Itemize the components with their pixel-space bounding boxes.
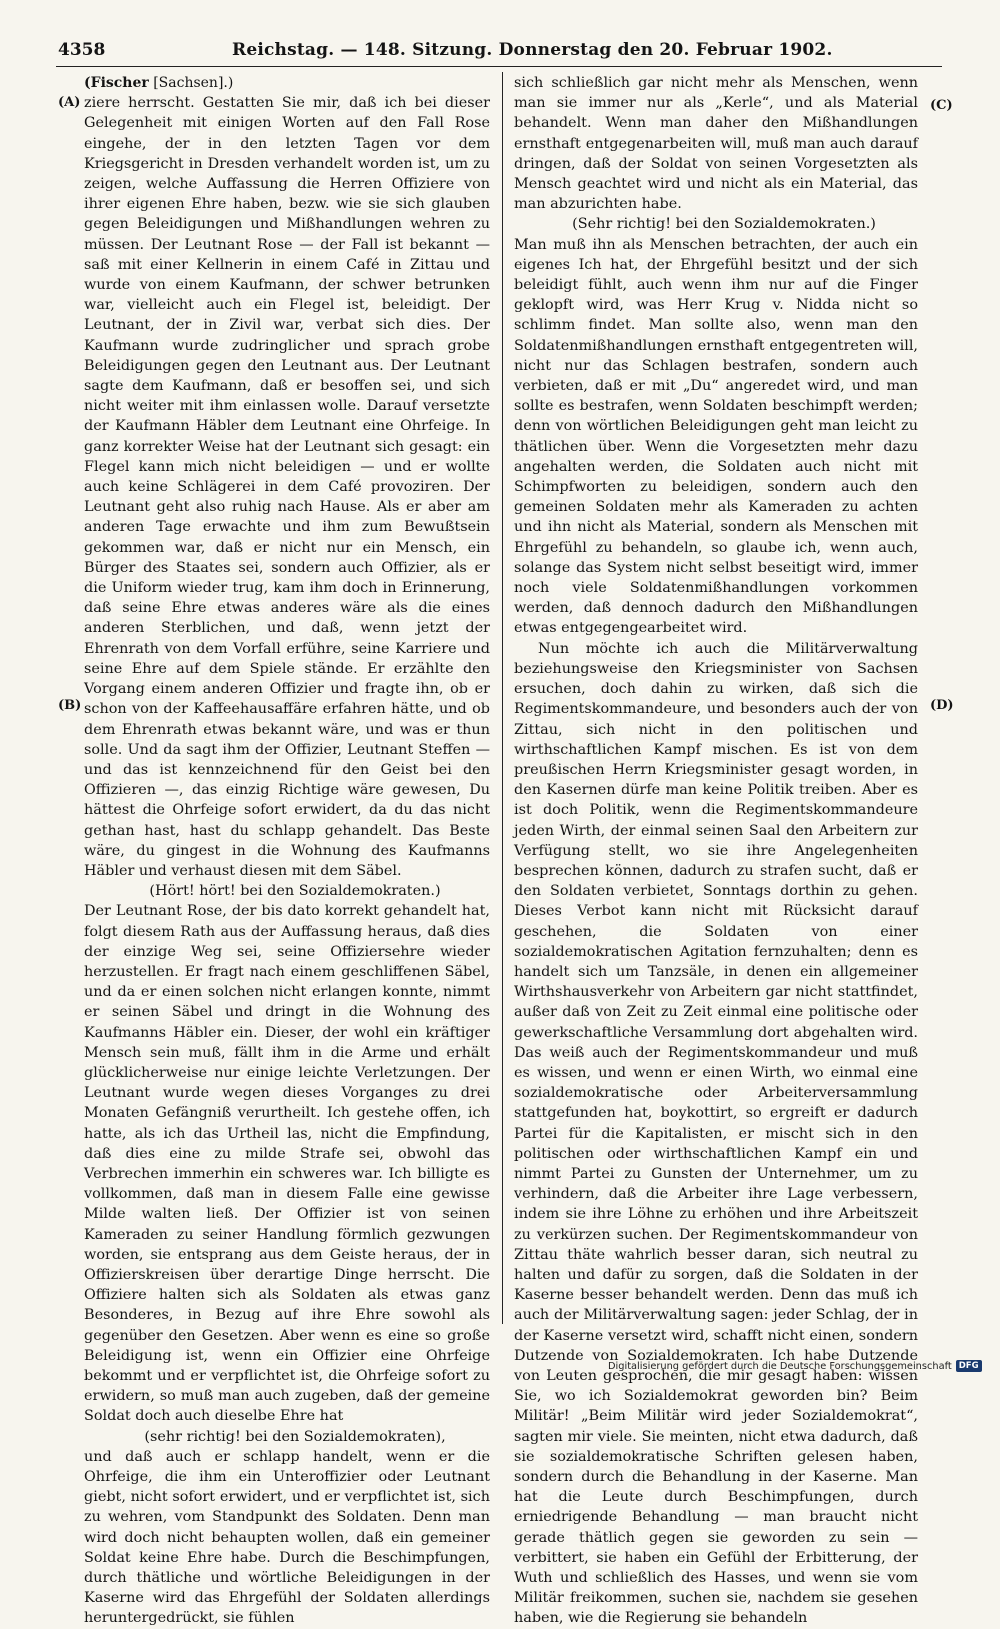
- right-interjection-1: (Sehr richtig! bei den Sozialdemokraten.): [572, 216, 876, 233]
- right-paragraph-3: Nun möchte ich auch die Militärverwaltung beziehungsweise den Kriegsminister von Sachsen ersuchen, doch dahin zu wirken, daß sich die Regimentskommandeure, und besonders auch der von Zittau, sich nicht in den politischen und wirthschaftlichen Kampf mischen. Es ist von dem preußischen Herrn Kriegsminister gesagt worden, in den Kasernen dürfe man keine Politik treiben. Aber es ist doch Politik, wenn die Regimentskommandeure jeden Wirth, der einmal seinen Saal den Arbeitern zur Verfügung stellt, wo sie ihre Angelegenheiten besprechen können, dadurch zu strafen sucht, daß er den Soldaten verbietet, Sonntags dorthin zu gehen. Dieses Verbot kann nicht mit Rücksicht darauf geschehen, die Soldaten von einer sozialdemokratischen Agitation fernzuhalten; denn es handelt sich um Tanzsäle, in denen ein allgemeiner Wirthshausverkehr von Arbeitern gar nicht stattfindet, außer daß von Zeit zu Zeit einmal eine politische oder gewerkschaftliche Versammlung dort abgehalten wird. Das weiß auch der Regimentskommandeur und muß es wissen, und wenn er einen Wirth, wo einmal eine sozialdemokratische oder Arbeiterversammlung stattgefunden hat, boykottirt, so ergreift er dadurch Partei für die Kapitalisten, er mischt sich in den politischen oder wirthschaftlichen Kampf ein und nimmt Partei zu Gunsten der Unternehmer, um zu verhindern, daß die Arbeiter ihre Lage verbessern, indem sie ihre Löhne zu erhöhen und ihre Arbeitszeit zu verkürzen suchen. Der Regimentskommandeur von Zittau thäte wahrlich besser daran, sich neutral zu halten und dafür zu sorgen, daß die Soldaten in der Kaserne besser behandelt werden. Denn das muß ich auch der Militärverwaltung sagen: jeder Schlag, der in der Kaserne versetzt wird, schafft nicht einen, sondern Dutzende von Sozialdemokraten. Ich habe Dutzende von Leuten gesprochen, die mir gesagt haben: wissen Sie, wo ich Sozialdemokrat geworden bin? Beim Militär! „Beim Militär wird jeder Sozialdemokrat“, sagten mir viele. Sie meinten, nicht etwa dadurch, daß sie sozialdemokratische Schriften gelesen haben, sondern durch die Behandlung in der Kaserne. Man hat die Leute durch Beschimpfungen, durch erniedrigende Behandlung — man braucht nicht gerade thätlich gegen sie geworden zu sein — verbittert, sie haben ein Gefühl der Erbitterung, der Wuth und schließlich des Hasses, und wenn sie vom Militär freikommen, suchen sie, nachdem sie gesehen haben, wie die Regierung sie behandeln: [514, 640, 918, 1627]
- left-interjection-2: (sehr richtig! bei den Sozialdemokraten),: [144, 1428, 446, 1445]
- margin-mark-a: (A): [58, 95, 81, 110]
- speaker-name: (Fischer: [84, 75, 149, 91]
- footer-text: Digitalisierung gefördert durch die Deutsche Forschungsgemeinschaft: [608, 1360, 952, 1372]
- left-paragraph-3: und daß auch er schlapp handelt, wenn er die Ohrfeige, die ihm ein Unteroffizier oder Leutnant giebt, nicht sofort erwidert, und er verpflichtet ist, sich zu wehren, vom Standpunkt des Soldaten. Denn man wird doch nicht behaupten wollen, daß ein gemeiner Soldat keine Ehre habe. Durch die Beschimpfungen, durch thätliche und wörtliche Beleidigungen in der Kaserne wird das Ehrgefühl der Soldaten allerdings heruntergedrückt, sie fühlen: [84, 1448, 490, 1627]
- page-number: 4358: [58, 40, 106, 60]
- header-rule: [56, 66, 942, 67]
- left-column: [84, 73, 490, 1629]
- left-paragraph-2: Der Leutnant Rose, der bis dato korrekt gehandelt hat, folgt diesem Rath aus der Auffassung heraus, daß dies der einzige Weg sei, seine Offiziersehre wieder herzustellen. Er fragt nach einem geschliffenen Säbel, und da er einen solchen nicht erlangen konnte, nimmt er seinen Säbel und dringt in die Wohnung des Kaufmanns Häbler ein. Dieser, der wohl ein kräftiger Mensch sein muß, fällt ihm in die Arme und erhält glücklicherweise nur einige leichte Verletzungen. Der Leutnant wurde wegen dieses Vorganges zu drei Monaten Gefängniß verurtheilt. Ich gestehe offen, ich hatte, als ich das Urtheil las, nicht die Empfindung, daß dies eine zu milde Strafe sei, obwohl das Verbrechen immerhin ein schweres war. Ich billigte es vollkommen, daß man in diesem Falle eine gewisse Milde walten ließ. Der Offizier ist von seinen Kameraden zu seiner Handlung förmlich gezwungen worden, sie entsprang aus dem Geiste heraus, der in Offizierskreisen über derartige Dinge herrscht. Die Offiziere halten sich als Soldaten als etwas ganz Besonderes, in Bezug auf ihre Ehre sowohl als gegenüber den Gesetzen. Aber wenn es eine so große Beleidigung ist, wenn ein Offizier eine Ohrfeige bekommt und er verpflichtet ist, die Ohrfeige sofort zu erwidern, so muß man auch zugeben, daß der gemeine Soldat doch auch dieselbe Ehre hat: [84, 903, 490, 1425]
- column-divider: [502, 72, 503, 1324]
- speaker-note: [Sachsen].): [148, 75, 234, 91]
- right-paragraph-1: sich schließlich gar nicht mehr als Menschen, wenn man sie immer nur als „Kerle“, und als Material behandelt. Wenn man daher den Mißhandlungen ernsthaft entgegenarbeiten will, muß man auch darauf dringen, daß der Soldat von seinen Vorgesetzten als Mensch geachtet wird und nicht als ein Material, das man abzurichten habe.: [514, 75, 918, 213]
- speaker-line: [84, 73, 490, 93]
- right-column: [514, 73, 918, 1629]
- margin-mark-c: (C): [930, 98, 953, 113]
- dfg-logo: DFG: [956, 1360, 982, 1372]
- left-paragraph-1: ziere herrscht. Gestatten Sie mir, daß ich bei dieser Gelegenheit mit einigen Worten auf den Fall Rose eingehe, der in den letzten Tagen vor dem Kriegsgericht in Dresden verhandelt worden ist, um zu zeigen, welche Auffassung die Herren Offiziere von ihrer eigenen Ehre haben, bezw. wie sie sich glauben gegen Beleidigungen und Mißhandlungen wehren zu müssen. Der Leutnant Rose — der Fall ist bekannt — saß mit einer Kellnerin in einem Café in Zittau und wurde von einem Kaufmann, der schwer betrunken war, vielleicht auch ein Flegel ist, beleidigt. Der Leutnant, der in Zivil war, verbat sich dies. Der Kaufmann wurde zudringlicher und sprach grobe Beleidigungen gegen den Leutnant aus. Der Leutnant sagte dem Kaufmann, daß er besoffen sei, und sich nicht weiter mit ihm einlassen wolle. Darauf versetzte der Kaufmann Häbler dem Leutnant eine Ohrfeige. In ganz korrekter Weise hat der Leutnant sich gesagt: ein Flegel kann mich nicht beleidigen — und er wollte auch keine Schlägerei in dem Café provoziren. Der Leutnant geht also ruhig nach Hause. Als er aber am anderen Tage erwachte und ihm zum Bewußtsein gekommen war, daß er nicht nur ein Mensch, ein Bürger des Staates sei, sondern auch Offizier, als er die Uniform wieder trug, kam ihm doch in Erinnerung, daß seine Ehre etwas anderes wäre als die eines anderen Sterblichen, und daß, wenn jetzt der Ehrenrath von dem Vorfall erführe, seine Karriere und seine Ehre auf dem Spiele stände. Er erzählte den Vorgang einem anderen Offizier und fragte ihn, ob er schon von der Kaffeehausaffäre erfahren hätte, und ob dem Ehrenrath etwas bekannt wäre, und was er thun solle. Und da sagt ihm der Offizier, Leutnant Steffen — und das ist kennzeichnend für den Geist bei den Offizieren —, das einzig Richtige wäre gewesen, Du hättest die Ohrfeige sofort erwidert, da du das nicht gethan hast, hast du schlapp gehandelt. Das Beste wäre, du gingest in die Wohnung des Kaufmanns Häbler und verhaust diesen mit dem Säbel.: [84, 95, 490, 879]
- running-head: Reichstag. — 148. Sitzung. Donnerstag den 20. Februar 1902.: [232, 40, 833, 60]
- margin-mark-d: (D): [930, 698, 954, 713]
- margin-mark-b: (B): [58, 698, 82, 713]
- footer: [608, 1360, 982, 1372]
- right-paragraph-2: Man muß ihn als Menschen betrachten, der auch ein eigenes Ich hat, der Ehrgefühl besitzt und der sich beleidigt fühlt, auch wenn ihm nur auf die Finger geklopft wird, was Herr Krug v. Nidda nicht so schlimm findet. Man sollte also, wenn man den Soldatenmißhandlungen ernsthaft entgegentreten will, nicht nur das Schlagen bestrafen, sondern auch verbieten, daß er mit „Du“ angeredet wird, und man sollte es bestrafen, wenn Soldaten beschimpft werden; denn von wörtlichen Beleidigungen geht man leicht zu thätlichen über. Wenn die Vorgesetzten mehr dazu angehalten werden, die Soldaten auch nicht mit Schimpfworten zu beleidigen, sondern auch den gemeinen Soldaten mehr als Kameraden zu achten und ihn nicht als Material, sondern als Menschen mit Ehrgefühl zu behandeln, so glaube ich, wenn auch, solange das System nicht selbst beseitigt wird, immer noch viele Soldatenmißhandlungen vorkommen werden, daß dennoch dadurch den Mißhandlungen etwas entgegengearbeitet wird.: [514, 236, 918, 637]
- left-interjection-1: (Hört! hört! bei den Sozialdemokraten.): [149, 883, 441, 900]
